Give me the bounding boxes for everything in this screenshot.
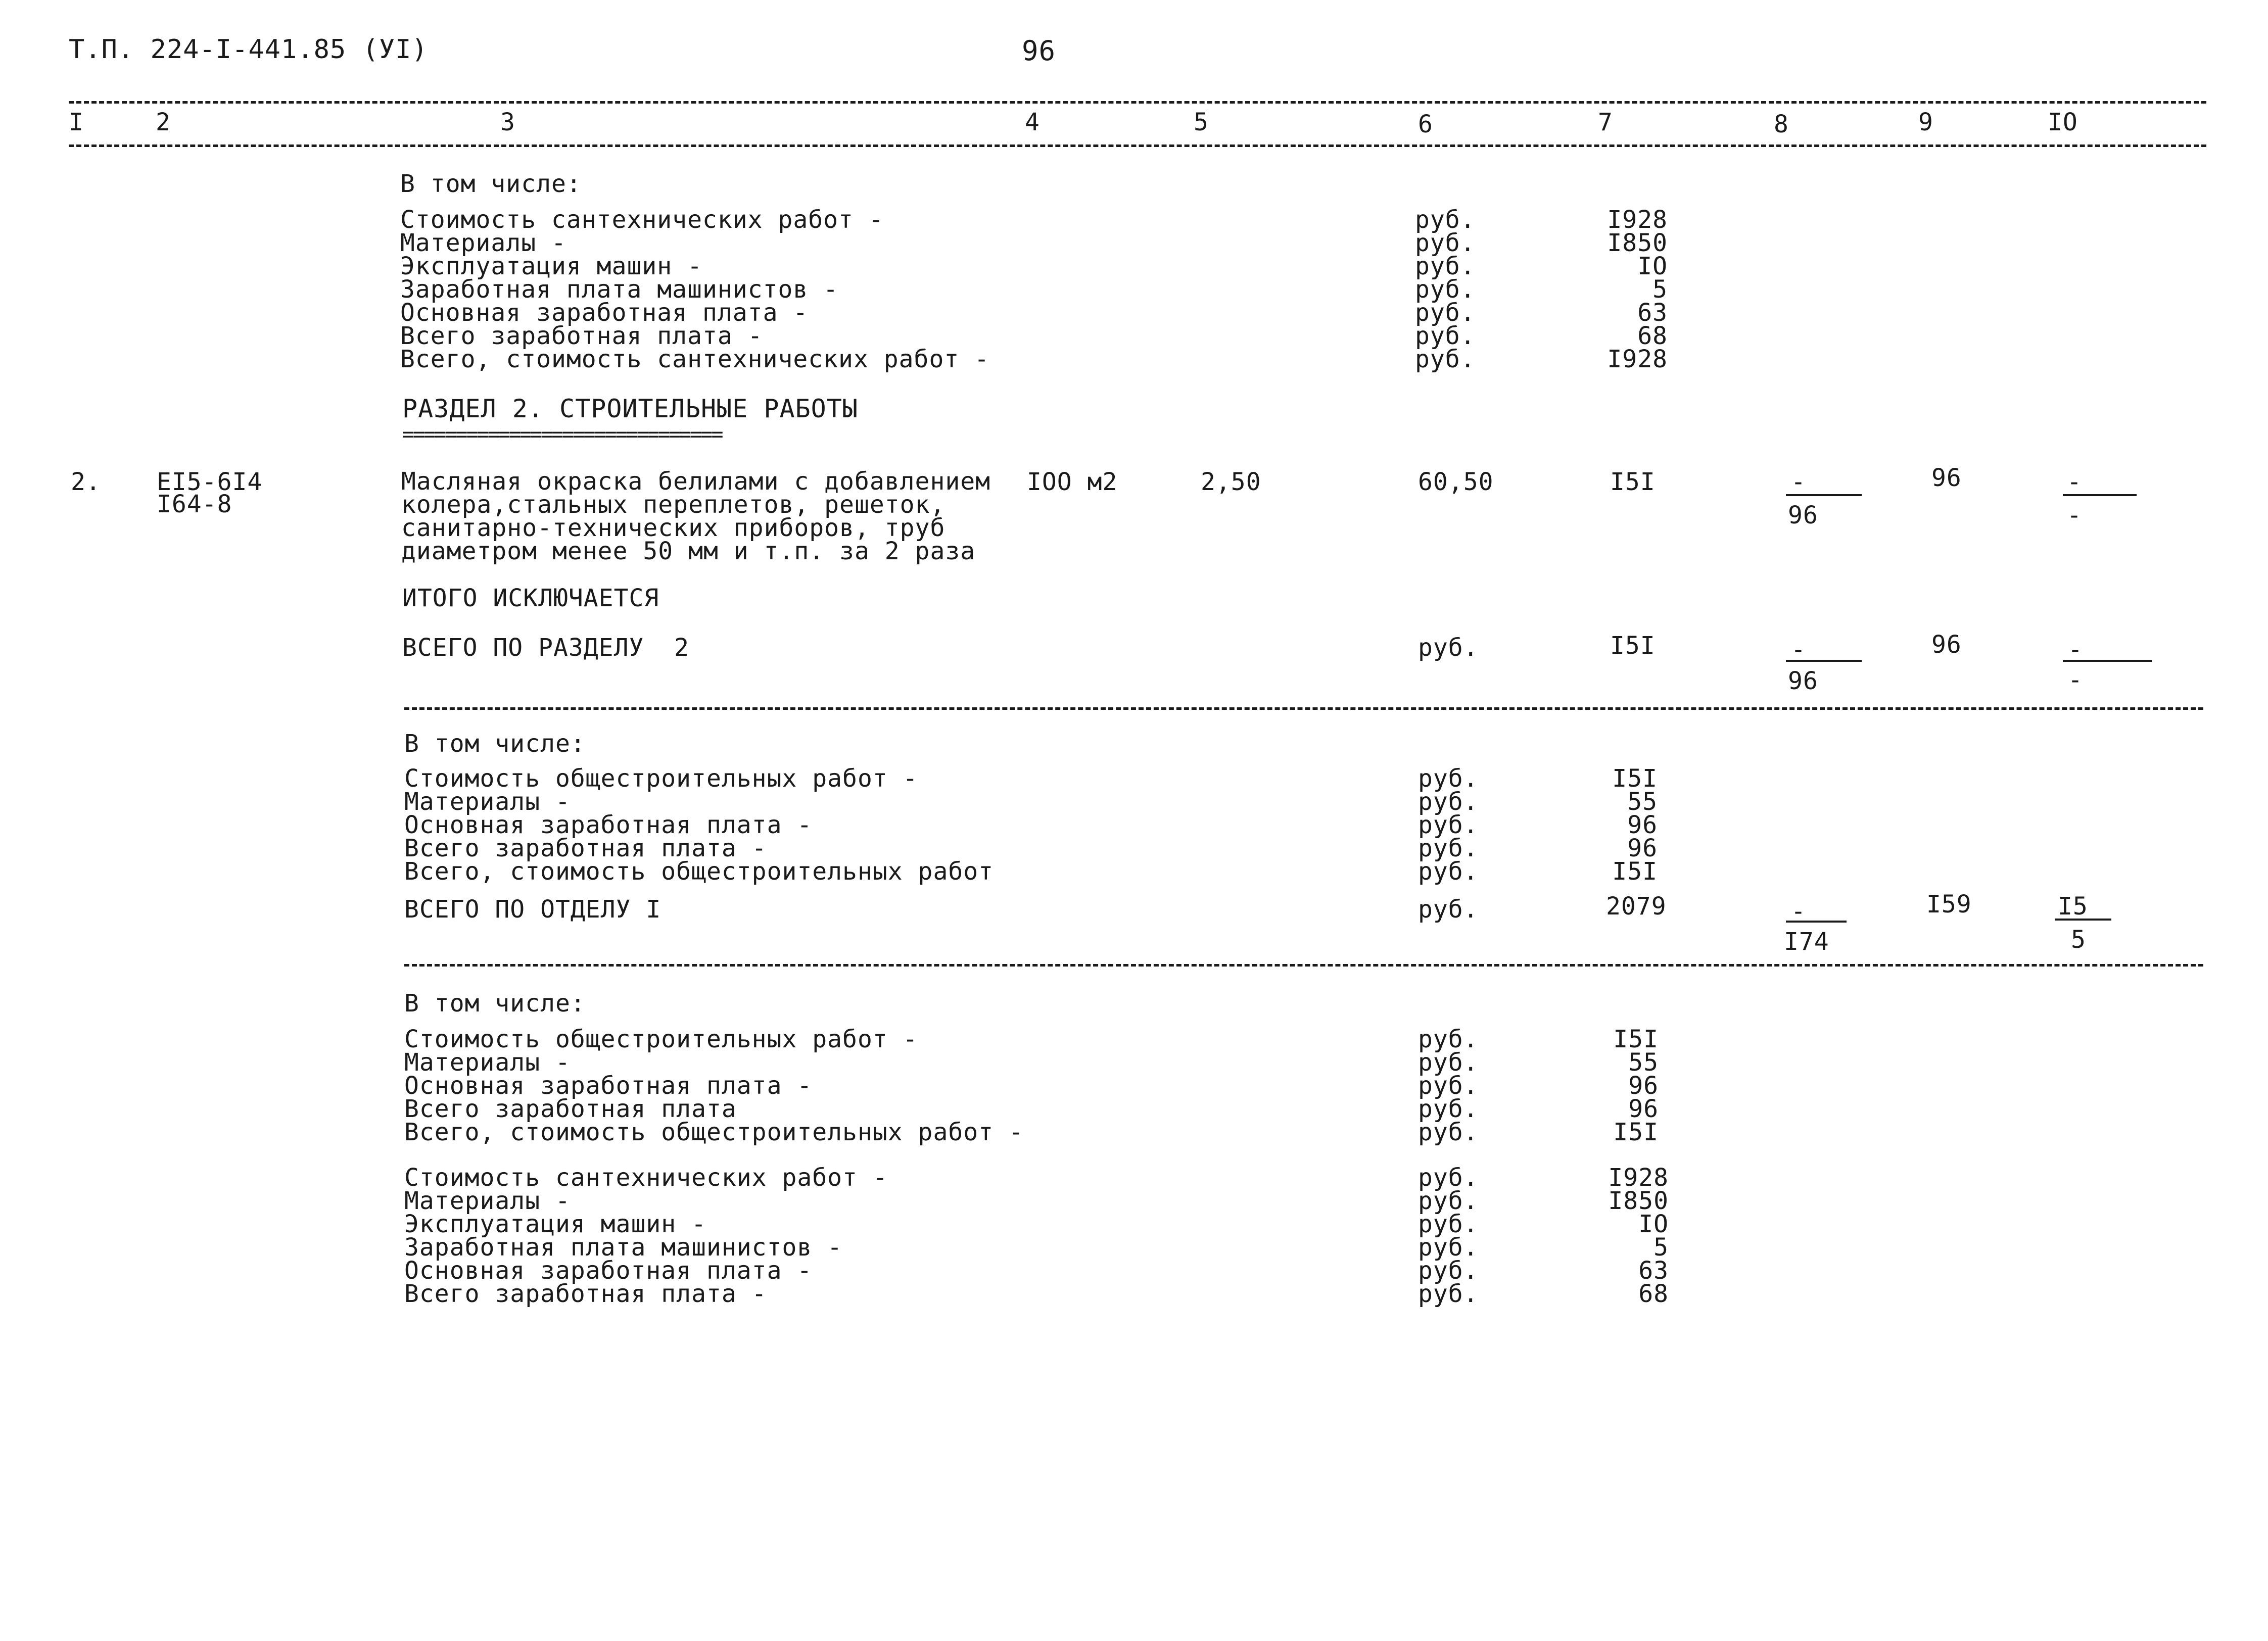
unit-cell: руб. (1418, 788, 1479, 816)
block3-units-a (1418, 1025, 1479, 1146)
breakdown-label: Стоимость сантехнических работ - (400, 206, 884, 234)
column-header: 3 (500, 108, 515, 136)
unit-cell: руб. (1418, 1095, 1479, 1123)
value-cell: I850 (1608, 1187, 1669, 1215)
unit-cell: руб. (1418, 764, 1479, 793)
value-cell: I928 (1607, 206, 1668, 234)
unit-of-measure: IOO м2 (1027, 468, 1118, 496)
value-cell: 63 (1638, 1257, 1669, 1285)
breakdown-label: Материалы - (404, 1187, 571, 1215)
fraction-bar (1786, 660, 1862, 662)
unit-cell: руб. (1418, 1233, 1479, 1262)
unit-cell: руб. (1418, 1164, 1479, 1192)
department-total-value: 2079 (1606, 892, 1667, 921)
unit-cell: руб. (1418, 857, 1479, 886)
page-number: 96 (1022, 35, 1056, 67)
rate-code: I64-8 (157, 490, 232, 518)
fraction-denominator: 5 (2071, 926, 2086, 954)
section-rule (404, 707, 2203, 710)
block3-units-b (1418, 1166, 1479, 1306)
total-cost: I5I (1610, 468, 1656, 496)
breakdown-label: Всего заработная плата - (404, 1280, 767, 1308)
value-cell: I928 (1608, 1164, 1669, 1192)
breakdown-label: Основная заработная плата - (404, 1257, 813, 1285)
section-total-value: I5I (1610, 632, 1656, 660)
block1-heading: В том числе: (400, 170, 582, 198)
fraction-bar (2055, 919, 2111, 921)
breakdown-label: Всего заработная плата (404, 1095, 737, 1123)
fraction-denominator: - (2067, 501, 2082, 529)
column-header: IO (2048, 108, 2078, 136)
column-header: 2 (156, 108, 171, 136)
breakdown-label: Стоимость общестроительных работ - (404, 1025, 918, 1053)
department-rule (404, 964, 2203, 967)
fraction-numerator: - (2068, 636, 2083, 664)
quantity: 2,50 (1201, 468, 1261, 496)
unit-cell: руб. (1415, 206, 1476, 234)
value-cell: 96 (1627, 811, 1658, 839)
fraction-bar (1786, 921, 1847, 923)
value-cell: IO (1638, 1210, 1669, 1238)
fraction-denominator: I74 (1784, 928, 1829, 956)
unit-cell: руб. (1418, 1072, 1479, 1100)
breakdown-label: Эксплуатация машин - (404, 1210, 706, 1238)
value-cell: 68 (1637, 322, 1668, 350)
section-total-label: ВСЕГО ПО РАЗДЕЛУ 2 (402, 634, 690, 662)
fraction-numerator: I5 (2058, 892, 2088, 921)
description-line: колера,стальных переплетов, решеток, (401, 491, 946, 519)
block3-values-b (1602, 1166, 1669, 1306)
value-cell: I5I (1612, 857, 1658, 886)
breakdown-label: Всего заработная плата - (400, 322, 763, 350)
fraction-numerator: - (1791, 897, 1806, 926)
department-total-col9: I59 (1926, 890, 1972, 919)
block3-heading: В том числе: (404, 989, 586, 1018)
department-total-unit: руб. (1418, 895, 1479, 924)
value-cell: 55 (1627, 788, 1658, 816)
fraction-numerator: - (1791, 636, 1806, 664)
header-rule-bottom (69, 144, 2206, 147)
breakdown-label: Стоимость сантехнических работ - (404, 1164, 888, 1192)
block3-values-a (1602, 1025, 1659, 1146)
column-header: I (69, 108, 84, 136)
total-excluded-label: ИТОГО ИСКЛЮЧАЕТСЯ (402, 584, 659, 612)
fraction-bar (2063, 660, 2152, 662)
unit-cell: руб. (1418, 1025, 1479, 1053)
description-line: санитарно-технических приборов, труб (401, 514, 946, 542)
breakdown-label: Заработная плата машинистов - (404, 1233, 843, 1262)
value-cell: 5 (1652, 275, 1668, 304)
block3-labels-b (404, 1166, 888, 1306)
fraction-bar (1786, 494, 1862, 496)
column-header: 8 (1774, 110, 1789, 138)
unit-cell: руб. (1418, 1118, 1479, 1146)
block1-values (1602, 208, 1668, 371)
value-cell: 63 (1637, 299, 1668, 327)
breakdown-label: Основная заработная плата - (404, 1072, 813, 1100)
breakdown-label: Всего, стоимость сантехнических работ - (400, 345, 990, 373)
breakdown-label: Стоимость общестроительных работ - (404, 764, 918, 793)
value-cell: 55 (1628, 1048, 1659, 1077)
block2-labels (404, 764, 994, 886)
fraction-numerator: - (1791, 468, 1806, 496)
unit-cell: руб. (1418, 1048, 1479, 1077)
section-title: РАЗДЕЛ 2. СТРОИТЕЛЬНЫЕ РАБОТЫ (402, 394, 858, 423)
breakdown-label: Материалы - (404, 1048, 571, 1077)
breakdown-label: Всего, стоимость общестроительных работ - (404, 1118, 1024, 1146)
breakdown-label: Эксплуатация машин - (400, 252, 702, 280)
department-total-label: ВСЕГО ПО ОТДЕЛУ I (404, 895, 662, 924)
column-header: 6 (1418, 110, 1433, 138)
column-header: 4 (1025, 108, 1040, 136)
block3-labels-a (404, 1025, 1024, 1146)
unit-cell: руб. (1415, 229, 1476, 257)
fraction-denominator: - (2068, 666, 2083, 694)
value-cell: IO (1637, 252, 1668, 280)
unit-price: 60,50 (1418, 468, 1494, 496)
breakdown-label: Основная заработная плата - (400, 299, 809, 327)
unit-cell: руб. (1418, 1257, 1479, 1285)
column-header: 7 (1598, 108, 1613, 136)
description-line: Масляная окраска белилами с добавлением (401, 467, 991, 496)
description-line: диаметром менее 50 мм и т.п. за 2 раза (401, 537, 976, 565)
unit-cell: руб. (1418, 811, 1479, 839)
section-title-underline: ============================== (402, 423, 722, 446)
value-cell: 96 (1627, 834, 1658, 862)
rate-code: EI5-6I4 (157, 468, 263, 496)
fraction-bar (2063, 494, 2137, 496)
breakdown-label: Заработная плата машинистов - (400, 275, 839, 304)
header-rule-top (69, 101, 2206, 104)
row-number: 2. (71, 468, 101, 496)
unit-cell: руб. (1418, 834, 1479, 862)
unit-cell: руб. (1415, 275, 1476, 304)
unit-cell: руб. (1415, 345, 1476, 373)
value-cell: I5I (1613, 1025, 1659, 1053)
block2-heading: В том числе: (404, 730, 586, 758)
column-header: 5 (1194, 108, 1209, 136)
row2-description (401, 467, 991, 565)
unit-cell: руб. (1415, 299, 1476, 327)
unit-cell: руб. (1418, 1187, 1479, 1215)
document-code: Т.П. 224-I-441.85 (УI) (69, 34, 428, 65)
value-cell: 68 (1638, 1280, 1669, 1308)
block2-units (1418, 764, 1479, 886)
unit-cell: руб. (1418, 1210, 1479, 1238)
section-total-unit: руб. (1418, 634, 1479, 662)
col9-value: 96 (1931, 464, 1962, 492)
fraction-numerator: - (2067, 468, 2082, 496)
unit-cell: руб. (1418, 1280, 1479, 1308)
breakdown-label: Всего заработная плата - (404, 834, 767, 862)
block1-units (1415, 208, 1476, 371)
block2-values (1602, 764, 1658, 886)
value-cell: I850 (1607, 229, 1668, 257)
value-cell: 96 (1628, 1072, 1659, 1100)
section-total-col9: 96 (1931, 631, 1962, 659)
value-cell: I5I (1613, 1118, 1659, 1146)
value-cell: 96 (1628, 1095, 1659, 1123)
block1-labels (400, 208, 989, 371)
value-cell: I5I (1612, 764, 1658, 793)
fraction-denominator: 96 (1788, 667, 1818, 695)
unit-cell: руб. (1415, 252, 1476, 280)
breakdown-label: Всего, стоимость общестроительных работ (404, 857, 994, 886)
value-cell: 5 (1653, 1233, 1669, 1262)
fraction-denominator: 96 (1788, 501, 1818, 529)
breakdown-label: Материалы - (404, 788, 571, 816)
breakdown-label: Основная заработная плата - (404, 811, 813, 839)
breakdown-label: Материалы - (400, 229, 566, 257)
unit-cell: руб. (1415, 322, 1476, 350)
column-header: 9 (1918, 108, 1933, 136)
value-cell: I928 (1607, 345, 1668, 373)
